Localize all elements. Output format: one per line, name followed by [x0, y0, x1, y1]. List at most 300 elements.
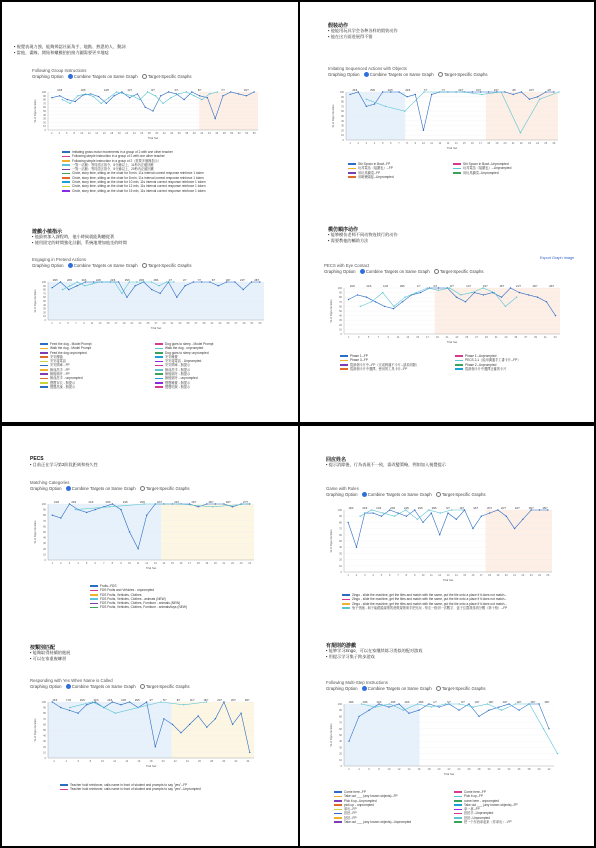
data-label: 9/7: [461, 701, 465, 704]
data-point: [199, 95, 200, 96]
data-label: 26/7: [208, 501, 214, 504]
radio-combine-label[interactable]: Combine Targets on Same Graph: [367, 686, 432, 691]
legend-swatch: [40, 352, 48, 354]
legend-label: Stir Spoon in Bowl--Unprompted: [463, 162, 509, 166]
x-tick-label: 48: [222, 132, 226, 135]
legend-label: 寶寶洗澡 - 無提示: [50, 384, 76, 389]
radio-target-specific[interactable]: [142, 263, 147, 268]
section-4-bullets: ▪ 能够模仿老师不同动物连续行的动作 ▪ 需要教他的輔助方法: [328, 232, 398, 243]
data-point: [60, 281, 61, 282]
x-tick-label: 23: [138, 322, 142, 325]
legend-label: Zingo - slide the machine, get the tiles and match with the same, put the tile onto a place if it does not match--: [352, 597, 507, 602]
x-tick-label: 4: [373, 142, 376, 145]
data-point: [414, 509, 415, 510]
x-tick-label: 20: [504, 574, 508, 577]
legend-label: 寶寶吃飯 - 無提示: [165, 384, 191, 389]
y-tick-label: 20: [43, 745, 46, 749]
data-label: 17/6: [66, 699, 72, 702]
data-point: [415, 94, 416, 95]
data-point: [191, 91, 192, 92]
legend-swatch: [40, 378, 48, 380]
legend-label: pick up - unprompted: [344, 802, 374, 807]
legend-swatch: [90, 594, 98, 596]
legend-swatch: [62, 186, 70, 188]
legend-swatch: [334, 809, 342, 811]
legend-item[interactable]: [334, 820, 444, 824]
data-point: [131, 95, 132, 96]
legend-item[interactable]: [90, 605, 187, 609]
legend-item[interactable]: [455, 367, 560, 371]
legend-label: 拍拍手--Unprompted: [464, 811, 494, 816]
legend-label: Take out ___ (any known objects)--FP: [464, 802, 518, 807]
y-tick-label: 40: [43, 303, 46, 307]
legend-swatch: [62, 181, 70, 183]
legend-label: Take out ___ (any known objects)--FP: [344, 794, 398, 799]
data-point: [519, 292, 520, 293]
x-tick-label: 14: [95, 132, 99, 135]
x-tick-label: 32: [234, 760, 238, 763]
x-tick-label: 24: [538, 574, 541, 577]
legend-swatch: [90, 603, 98, 605]
bullet: 目前正在学习第2阶段距离和持久性: [32, 462, 98, 467]
radio-target-label[interactable]: Target-Specific Graphs: [441, 492, 486, 497]
data-point: [155, 95, 156, 96]
legend-swatch: [340, 355, 348, 357]
legend-swatch: [155, 386, 163, 388]
legend-swatch: [90, 598, 98, 600]
data-point: [215, 118, 216, 119]
legend-swatch: [40, 382, 48, 384]
x-tick-label: 39: [534, 336, 537, 339]
legend-label: 安安接電話: [50, 359, 66, 364]
x-tick-label: 17: [188, 562, 192, 565]
legend-item[interactable]: [342, 606, 507, 610]
legend-item[interactable]: [340, 367, 445, 371]
x-axis-title: Trial Set: [145, 566, 157, 570]
radio-combine[interactable]: [364, 72, 369, 77]
legend-item[interactable]: [62, 189, 206, 193]
legend-label: 從兩個卡片中--FP（完成辨識不卡片--請求兩類）: [350, 362, 419, 367]
data-point: [69, 707, 70, 708]
legend-swatch: [454, 796, 462, 798]
legend-swatch: [40, 365, 48, 367]
x-tick-label: 23: [528, 142, 531, 145]
data-point: [180, 732, 181, 733]
legend-label: Following simple instruction in a group of 2 with one other teacher: [72, 154, 165, 159]
x-tick-label: 2: [357, 142, 359, 145]
data-label: 19/6: [348, 507, 354, 510]
data-label: 8/7: [450, 285, 454, 288]
data-point: [106, 103, 107, 104]
legend-label: 一對一活動：等待語言指令，5分鐘以上，20秒內正確回應: [72, 167, 154, 172]
data-point: [151, 289, 152, 290]
data-label: 28/7: [544, 701, 550, 704]
data-label: 16/7: [243, 89, 249, 92]
legend-swatch: [455, 368, 463, 370]
x-tick-label: 13: [153, 562, 157, 565]
radio-target-label[interactable]: Target-Specific Graphs: [147, 74, 192, 79]
x-tick-label: 34: [246, 760, 250, 763]
data-point: [137, 707, 138, 708]
radio-combine-label[interactable]: Combine Targets on Same Graph: [369, 72, 434, 77]
radio-target-label[interactable]: Target-Specific Graphs: [145, 486, 190, 491]
y-tick-label: 0: [342, 139, 344, 142]
y-tick-label: 70: [43, 102, 46, 106]
y-tick-label: 90: [339, 515, 342, 519]
x-tick-label: 1: [347, 574, 349, 577]
bullet: 他在这方面进展得不错: [330, 34, 373, 39]
legend-swatch: [454, 821, 462, 823]
x-axis-title: Trial Set: [446, 146, 458, 150]
y-tick-label: 90: [43, 508, 46, 512]
radio-combine[interactable]: [68, 74, 73, 79]
data-point: [75, 509, 76, 510]
data-point: [160, 701, 161, 702]
data-point: [238, 93, 239, 94]
x-tick-label: 22: [519, 142, 523, 145]
section-8-bullets: ▪ 能够学习zingo，可以在家继续练习类似的配对游戏 ▪ 用提示学习集子跨步游戏: [326, 648, 423, 659]
legend-swatch: [62, 151, 70, 153]
data-point: [518, 710, 519, 711]
data-point: [137, 93, 138, 94]
x-tick-label: 25: [546, 574, 550, 577]
data-point: [347, 522, 348, 523]
document-page-4: [300, 426, 594, 846]
legend-item[interactable]: [454, 820, 564, 824]
data-point: [558, 91, 559, 92]
legend-swatch: [62, 173, 70, 175]
x-tick-label: 40: [537, 768, 541, 771]
x-tick-label: 8: [405, 574, 408, 577]
data-label: 23/7: [239, 279, 245, 282]
graphing-option-label: Graphing Option: [324, 269, 356, 274]
legend-swatch: [334, 821, 342, 823]
data-point: [207, 97, 208, 98]
data-label: 22/7: [529, 89, 534, 92]
bullet: 當他、畫線，開始和蠟模拍拍接力圖需要更多地唸: [16, 50, 109, 55]
data-label: 25/6: [134, 699, 140, 702]
x-tick-label: 53: [258, 322, 262, 325]
legend-swatch: [155, 352, 163, 354]
graphing-option: [324, 269, 484, 274]
x-tick-label: 32: [497, 768, 501, 771]
x-tick-label: 14: [407, 768, 411, 771]
legend-label: 安安餵貓: [50, 354, 63, 359]
data-label: 28/7: [244, 699, 250, 702]
radio-target-specific[interactable]: [142, 74, 147, 79]
x-tick-label: 6: [77, 760, 80, 763]
y-tick-label: 40: [339, 314, 342, 318]
y-tick-label: 60: [341, 110, 344, 114]
y-tick-label: 60: [43, 106, 46, 110]
chart-following-multi-step-instructions: [328, 696, 558, 778]
legend-swatch: [40, 348, 48, 350]
data-label: 18/7: [203, 699, 209, 702]
data-point: [183, 704, 184, 705]
x-tick-label: 7: [103, 562, 105, 565]
legend-label: Fruits--FDS: [100, 584, 117, 588]
x-tick-label: 5: [367, 336, 370, 339]
legend-label: Zingo - slide the machine, get the tiles and match with the same, put the tile onto a place if it does not match--: [352, 593, 507, 597]
data-point: [139, 99, 140, 100]
x-tick-label: 28: [477, 768, 481, 771]
data-point: [397, 512, 398, 513]
y-tick-label: 60: [43, 723, 46, 727]
data-point: [69, 710, 70, 711]
data-label: 8/7: [197, 89, 202, 92]
data-point: [382, 292, 383, 293]
x-tick-label: 2: [53, 760, 55, 763]
data-point: [98, 96, 99, 97]
chart-title: Responding with Yes When Name is Called: [30, 678, 113, 683]
data-label: 21/7: [516, 285, 521, 288]
data-label: 20/6: [349, 285, 355, 288]
data-point: [159, 293, 160, 294]
radio-target-specific[interactable]: [438, 72, 443, 77]
data-point: [249, 752, 250, 753]
chart-imitating-sequenced-actions: [330, 84, 562, 152]
legend-label: Feed the dog unprompted: [50, 350, 87, 355]
legend-item[interactable]: [348, 175, 443, 179]
y-tick-label: 60: [339, 727, 342, 731]
legend-item[interactable]: [155, 385, 260, 389]
data-point: [222, 95, 223, 96]
x-tick-label: 33: [504, 336, 508, 339]
radio-combine-label[interactable]: Combine Targets on Same Graph: [365, 269, 430, 274]
radio-combine[interactable]: [68, 263, 73, 268]
radio-combine-label[interactable]: Combine Targets on Same Graph: [71, 486, 136, 491]
radio-target-label[interactable]: Target-Specific Graphs: [439, 269, 484, 274]
graphing-option-label: Graphing Option: [326, 686, 358, 691]
chart-legend: [334, 790, 564, 824]
data-point: [537, 96, 538, 97]
legend-swatch: [155, 361, 163, 363]
y-axis-title: % of Opportunities: [329, 299, 333, 323]
data-label: 26/6: [139, 501, 145, 504]
data-label: 23/7: [191, 501, 197, 504]
radio-target-specific[interactable]: [140, 486, 145, 491]
x-axis-title: Trial Set: [147, 136, 159, 140]
data-point: [158, 285, 159, 286]
data-label: 16/8: [57, 89, 63, 92]
legend-label: 拿出--FP: [344, 807, 357, 812]
y-tick-label: 70: [43, 519, 46, 523]
data-label: 5/7: [162, 699, 167, 702]
x-tick-label: 12: [145, 562, 149, 565]
legend-label: 寶寶穿衣 - 無提示: [50, 380, 76, 385]
data-label: 7/7: [441, 89, 445, 92]
data-point: [428, 703, 429, 704]
data-point: [51, 97, 52, 98]
data-point: [374, 103, 375, 104]
data-point: [193, 95, 194, 96]
data-point: [468, 703, 469, 704]
data-point: [193, 281, 194, 282]
data-point: [120, 704, 121, 705]
export-graph-image-link[interactable]: Export Graph Image: [540, 256, 575, 260]
x-tick-label: 3: [358, 336, 360, 339]
radio-combine-label[interactable]: Combine Targets on Same Graph: [73, 74, 138, 79]
x-tick-label: 26: [467, 768, 471, 771]
radio-combine[interactable]: [66, 684, 71, 689]
data-point: [366, 106, 367, 107]
data-point: [504, 91, 505, 92]
data-point: [230, 91, 231, 92]
x-tick-label: 24: [132, 132, 136, 135]
legend-label: FDS Fruits, Vehicles, Clothes - animals (NEW): [100, 596, 166, 601]
legend-swatch: [60, 789, 68, 791]
y-tick-label: 30: [43, 542, 46, 546]
legend-label: 從兩個卡片中選擇正確的卡片: [465, 366, 507, 371]
legend-swatch: [155, 343, 163, 345]
data-point: [108, 97, 109, 98]
data-point: [375, 706, 376, 707]
data-label: 28/6: [153, 279, 159, 282]
y-tick-label: 30: [339, 319, 342, 323]
data-point: [356, 547, 357, 548]
y-tick-label: 70: [339, 300, 342, 304]
radio-target-label[interactable]: Target-Specific Graphs: [145, 684, 190, 689]
data-point: [358, 91, 359, 92]
legend-item[interactable]: [453, 171, 548, 175]
data-point: [84, 285, 85, 286]
x-tick-label: 38: [527, 768, 531, 771]
data-label: 6/7: [433, 285, 438, 288]
bullet: 需要教他的輔助方法: [330, 238, 369, 243]
legend-swatch: [155, 369, 163, 371]
data-point: [166, 281, 167, 282]
radio-target-label[interactable]: Target-Specific Graphs: [443, 72, 488, 77]
radio-combine[interactable]: [66, 486, 71, 491]
data-point: [445, 703, 446, 704]
data-point: [415, 292, 416, 293]
data-point: [408, 713, 409, 714]
data-point: [382, 512, 383, 513]
data-label: 23/6: [390, 701, 396, 704]
x-tick-label: 11: [430, 574, 433, 577]
legend-label: 用刷梳頭髮--Unprompted: [358, 174, 394, 179]
x-tick-label: 12: [438, 142, 442, 145]
y-axis-title: % of Opportunities: [331, 104, 335, 128]
data-point: [501, 710, 502, 711]
legend-item[interactable]: [60, 787, 201, 791]
chart-following-group-instructions: [32, 84, 262, 142]
radio-combine-label[interactable]: Combine Targets on Same Graph: [367, 492, 432, 497]
x-tick-label: 25: [544, 142, 548, 145]
legend-swatch: [455, 355, 463, 357]
radio-target-specific[interactable]: [140, 684, 145, 689]
x-tick-label: 46: [215, 132, 219, 135]
x-tick-label: 16: [417, 768, 421, 771]
x-tick-label: 18: [488, 574, 492, 577]
x-tick-label: 36: [177, 132, 181, 135]
x-tick-label: 16: [179, 562, 183, 565]
data-label: 20/6: [79, 699, 85, 702]
graphing-option: [326, 686, 486, 691]
x-tick-label: 30: [155, 132, 159, 135]
data-label: 18/7: [488, 701, 494, 704]
data-point: [522, 519, 523, 520]
data-point: [456, 519, 457, 520]
data-point: [163, 718, 164, 719]
data-point: [447, 512, 448, 513]
y-tick-label: 30: [43, 740, 46, 744]
y-tick-label: 20: [43, 547, 46, 551]
data-point: [472, 528, 473, 529]
x-tick-label: 35: [514, 336, 518, 339]
radio-target-specific[interactable]: [436, 492, 441, 497]
data-label: 21/6: [88, 501, 94, 504]
data-point: [403, 710, 404, 711]
data-point: [431, 94, 432, 95]
data-point: [151, 281, 152, 282]
legend-label: Teacher hold reinforcer, calls name in front of student and prompts to say "yes"--Unprompted: [70, 787, 201, 792]
legend-item[interactable]: [40, 385, 145, 389]
x-tick-label: 17: [426, 336, 429, 339]
x-tick-label: 6: [389, 574, 391, 577]
radio-combine[interactable]: [362, 686, 367, 691]
chart-legend: [348, 162, 548, 179]
x-tick-label: 26: [552, 142, 556, 145]
bullet: 能够学习zingo，可以在家继续练习类似的配对游戏: [328, 648, 423, 653]
data-label: 25/6: [370, 89, 375, 92]
y-tick-label: 100: [41, 503, 46, 506]
y-tick-label: 10: [339, 328, 342, 332]
data-point: [508, 703, 509, 704]
radio-combine[interactable]: [362, 492, 367, 497]
data-point: [417, 519, 418, 520]
data-point: [217, 91, 218, 92]
data-label: 16/7: [476, 89, 481, 92]
x-tick-label: 15: [416, 336, 420, 339]
data-point: [240, 713, 241, 714]
legend-label: 飯前洗手 - FP: [50, 367, 70, 372]
radio-target-specific[interactable]: [436, 686, 441, 691]
x-tick-label: 5: [67, 322, 69, 325]
x-tick-label: 30: [222, 760, 226, 763]
legend-label: PECS 2-1（能用溝通手工書卡片--FP）: [465, 358, 521, 363]
x-tick-label: 11: [90, 322, 94, 325]
radio-combine-label[interactable]: Combine Targets on Same Graph: [71, 684, 136, 689]
x-tick-label: 12: [113, 760, 117, 763]
data-point: [456, 297, 457, 298]
data-label: 22/7: [174, 501, 180, 504]
legend-label: 用玩具鍋菜--FP: [358, 170, 381, 175]
data-point: [90, 93, 91, 94]
data-point: [121, 91, 122, 92]
data-point: [100, 103, 101, 104]
data-point: [135, 285, 136, 286]
data-point: [243, 289, 244, 290]
data-point: [59, 95, 60, 96]
y-tick-label: 40: [339, 740, 342, 744]
y-tick-label: 90: [339, 291, 342, 295]
data-point: [505, 306, 506, 307]
radio-target-label[interactable]: Target-Specific Graphs: [147, 263, 192, 268]
legend-swatch: [334, 796, 342, 798]
radio-combine[interactable]: [360, 269, 365, 274]
legend-swatch: [454, 809, 462, 811]
radio-combine-label[interactable]: Combine Targets on Same Graph: [73, 263, 138, 268]
data-point: [348, 741, 349, 742]
radio-target-specific[interactable]: [434, 269, 439, 274]
y-tick-label: 0: [340, 571, 342, 574]
legend-swatch: [334, 804, 342, 806]
data-label: 24/6: [121, 699, 126, 702]
x-tick-label: 18: [149, 760, 153, 763]
radio-target-label[interactable]: Target-Specific Graphs: [441, 686, 486, 691]
data-label: 24/6: [403, 507, 409, 510]
